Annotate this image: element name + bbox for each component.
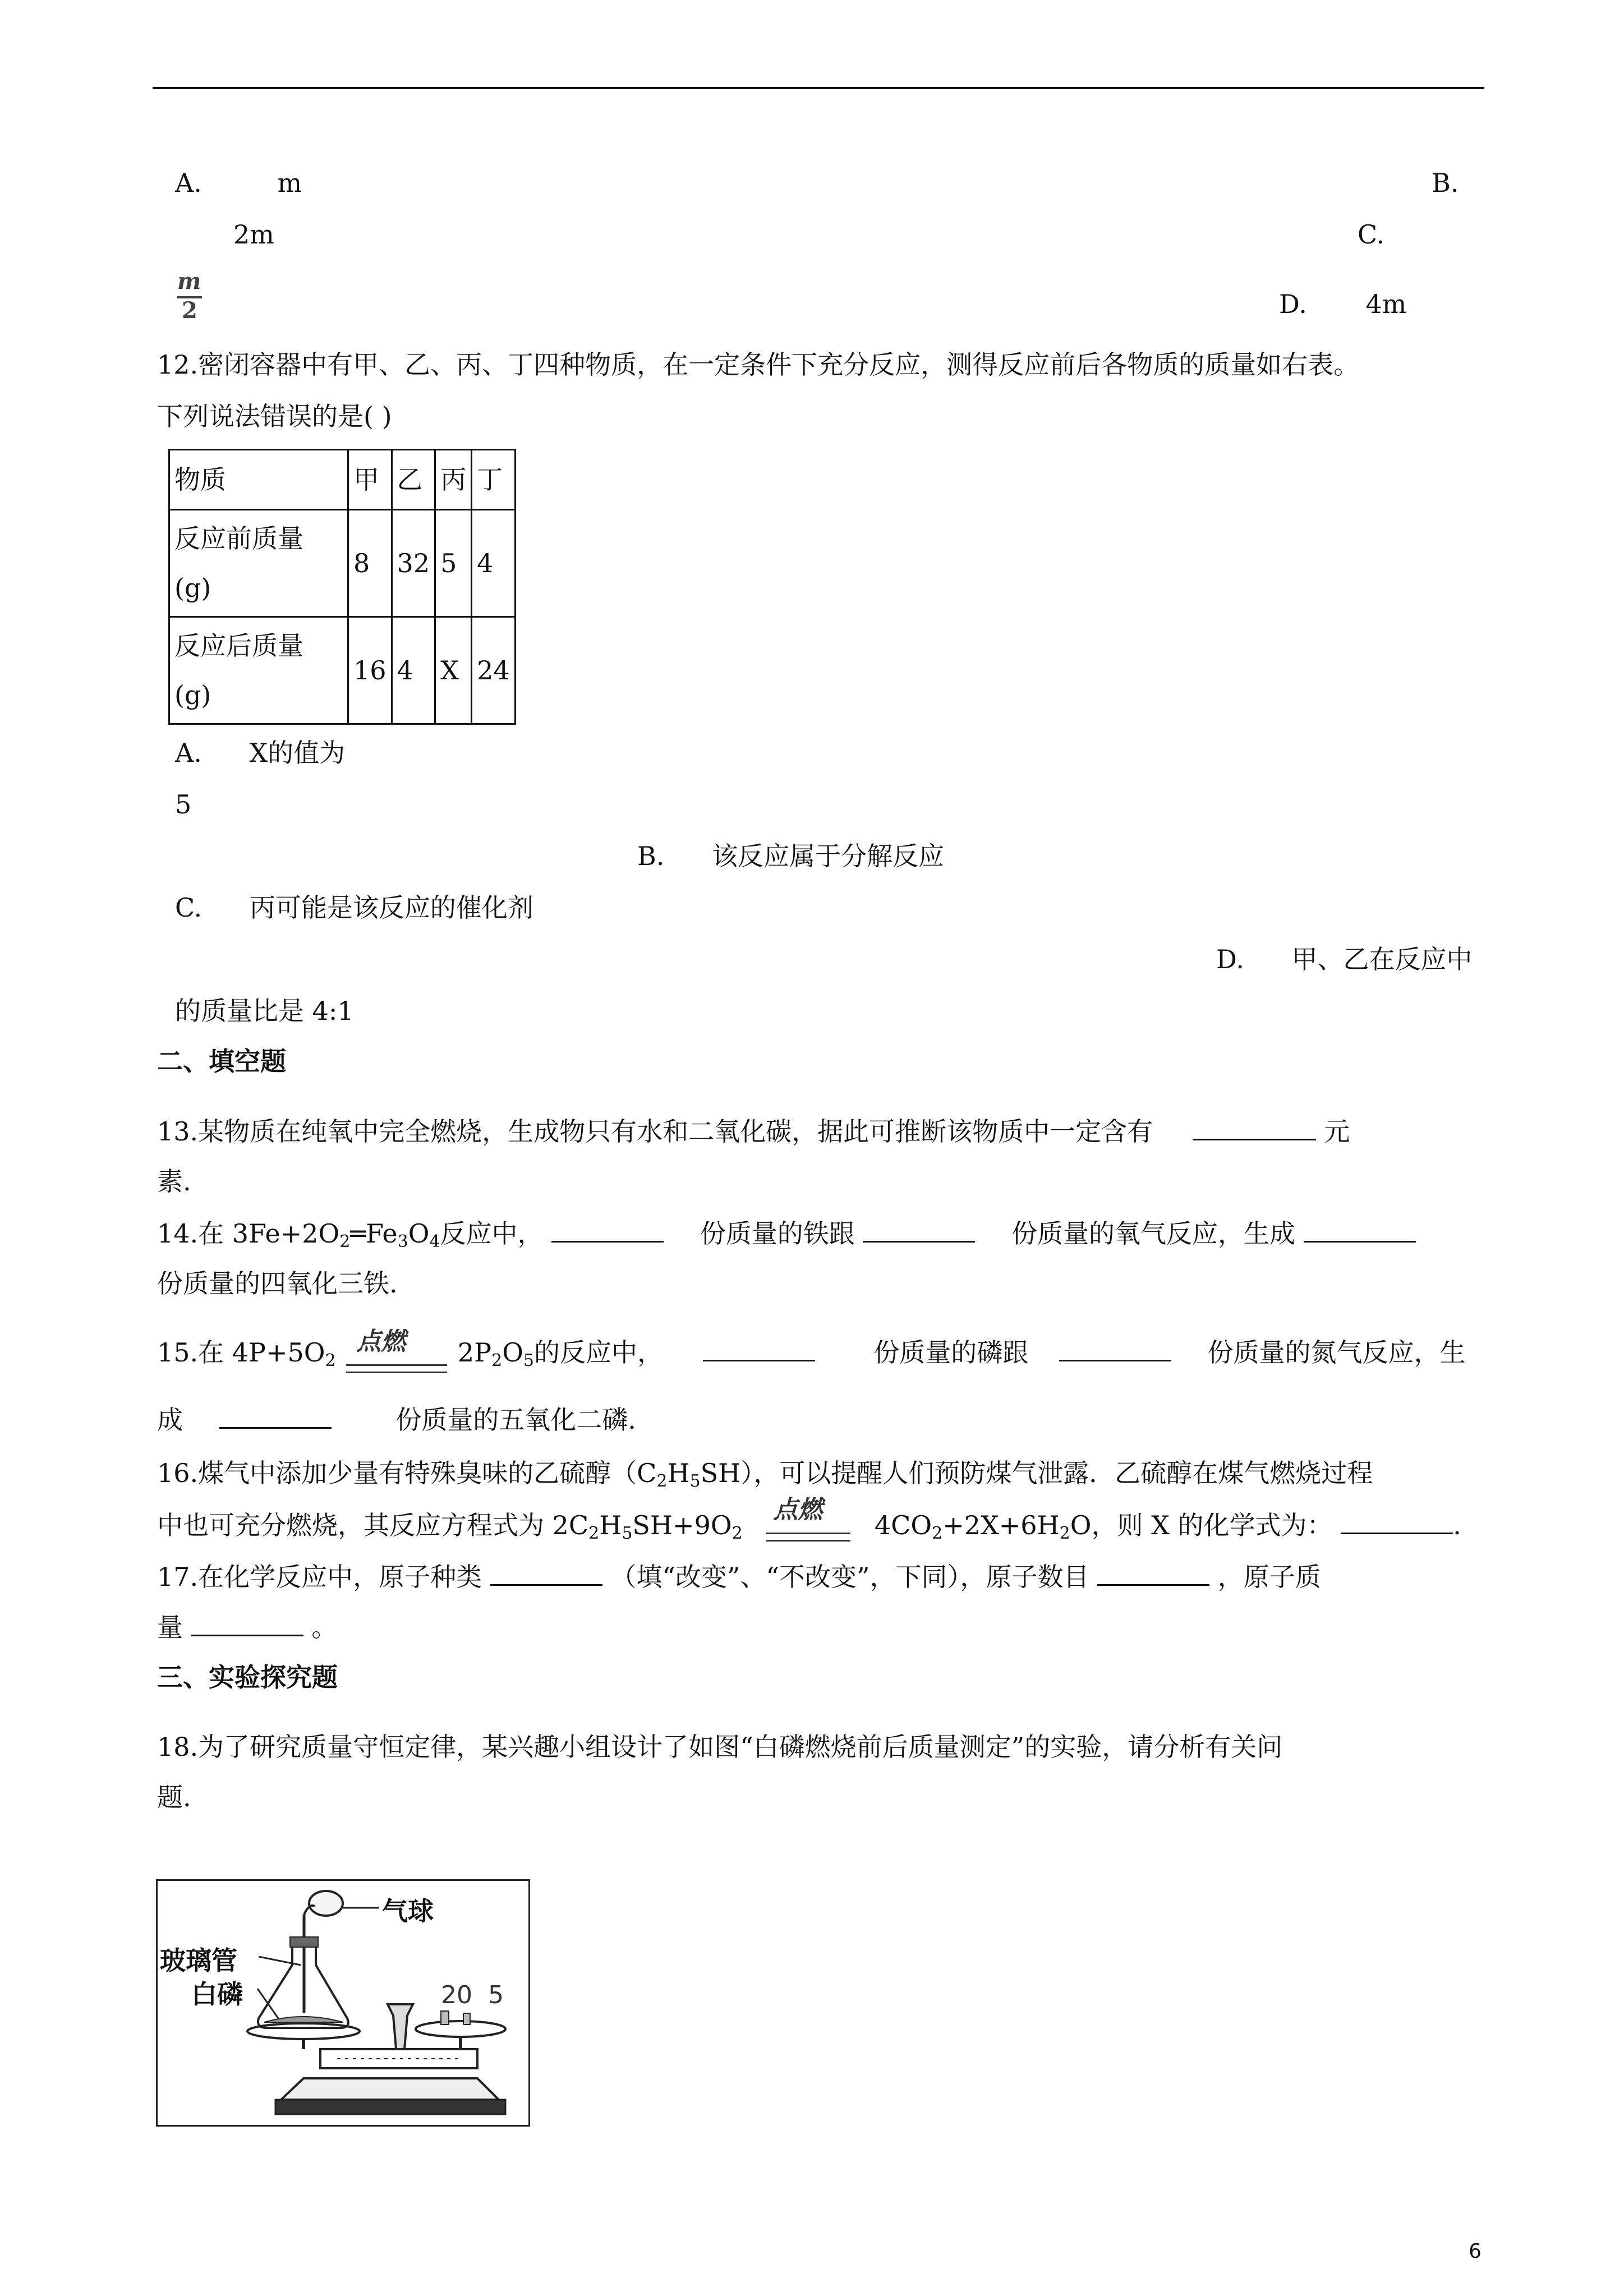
- q13-text-post: 元: [1324, 1116, 1350, 1147]
- q17-line2: [157, 1610, 337, 1644]
- option-text: 丙可能是该反应的催化剂: [249, 892, 533, 923]
- q16-equation-sh: SH+9O: [632, 1510, 732, 1540]
- q16-question: O，则 X 的化学式为：: [1070, 1510, 1333, 1540]
- answer-blank[interactable]: [1097, 1559, 1209, 1586]
- table-cell: 丙: [435, 450, 472, 510]
- q17-text: 17.在化学反应中，原子种类: [157, 1562, 482, 1592]
- q12-option-d[interactable]: [1216, 942, 1473, 976]
- answer-blank[interactable]: [219, 1402, 332, 1429]
- q11-option-a[interactable]: [175, 166, 302, 200]
- q17-text-end: 。: [311, 1612, 338, 1642]
- answer-blank[interactable]: [1341, 1508, 1453, 1534]
- q13-line2: 素.: [157, 1166, 191, 1197]
- fraction-denominator: 2: [182, 297, 197, 324]
- white-phosphorus: [264, 2017, 343, 2022]
- q16-line2: 中也可充分燃烧，其反应方程式为 $2C_2H_5SH+9O_2$ 点燃 $4CO_2+2X+6H_2O$，则 X 的化学式为： .: [157, 1508, 1461, 1547]
- table-header-row: [169, 450, 516, 510]
- row-label-unit: (g): [174, 573, 211, 603]
- q17-line1: [157, 1559, 1321, 1594]
- table-cell: 乙: [392, 450, 435, 510]
- table-cell: 4: [392, 617, 435, 724]
- answer-blank[interactable]: [551, 1216, 664, 1243]
- option-label: D.: [1216, 944, 1244, 974]
- q15-product: 2P: [457, 1337, 492, 1368]
- section2-title: 二、填空题: [157, 1046, 286, 1076]
- table-row: [169, 617, 516, 724]
- option-label: B.: [637, 841, 665, 871]
- table-cell: [169, 510, 348, 617]
- q11-option-b-label[interactable]: B.: [1432, 168, 1459, 198]
- label-balloon: 气球: [382, 1896, 434, 1926]
- q14-equation: 14.在 3Fe+2O: [157, 1218, 340, 1249]
- right-pan: [416, 2021, 505, 2037]
- q17-text-line2: 量: [157, 1612, 183, 1642]
- option-text: 甲、乙在反应中: [1291, 944, 1473, 974]
- q11-option-d[interactable]: [1279, 287, 1406, 321]
- q16-text-post: SH），可以提醒人们预防煤气泄露．乙硫醇在煤气燃烧过程: [700, 1458, 1373, 1488]
- q12-stem-line2: 下列说法错误的是( ): [157, 401, 392, 431]
- q13-line1: [157, 1114, 1350, 1148]
- table-cell: 甲: [348, 450, 392, 510]
- q12-option-a[interactable]: [175, 736, 345, 770]
- label-weights: 20 5: [441, 1981, 504, 2009]
- answer-blank[interactable]: [1193, 1114, 1316, 1140]
- label-glass-tube: 玻璃管: [160, 1945, 237, 1976]
- q15-line2: [157, 1402, 636, 1437]
- table-cell: 32: [392, 510, 435, 617]
- condition-double-line: [766, 1533, 850, 1542]
- q12-option-b[interactable]: [637, 839, 944, 873]
- reaction-condition-arrow: [346, 1327, 447, 1374]
- q12-option-d-cont: 的质量比是 4:1: [175, 996, 354, 1026]
- option-label: A.: [175, 168, 202, 198]
- table-cell: 8: [348, 510, 392, 617]
- q14-text-oxygen: 份质量的氧气反应，生成: [1011, 1218, 1296, 1249]
- table-cell: 丁: [472, 450, 516, 510]
- q17-text-mid: （填“改变”、“不改变”，下同），原子数目: [610, 1562, 1089, 1592]
- condition-label: 点燃: [356, 1327, 406, 1356]
- q15-text-phosphorus: 份质量的磷跟: [873, 1337, 1029, 1368]
- option-label: D.: [1279, 289, 1307, 319]
- weight-5: [463, 2013, 470, 2024]
- balance-pointer-post: [388, 2004, 413, 2049]
- condition-label: 点燃: [773, 1496, 823, 1524]
- mass-table: [168, 449, 516, 725]
- answer-blank[interactable]: [703, 1335, 815, 1361]
- table-cell: [169, 617, 348, 724]
- experiment-figure: [156, 1879, 530, 2127]
- answer-blank[interactable]: [191, 1610, 303, 1636]
- q14-line2: 份质量的四氧化三铁.: [157, 1268, 398, 1299]
- balance-beam: [320, 2049, 477, 2068]
- table-cell: 5: [435, 510, 472, 617]
- page-number: 6: [1469, 2240, 1482, 2263]
- q15-product-o: O: [502, 1337, 523, 1368]
- balance-base: [281, 2078, 499, 2100]
- left-pan: [247, 2023, 360, 2039]
- q16-formula-h: H: [667, 1458, 690, 1488]
- q11-option-b-text: 2m: [233, 219, 274, 250]
- q15-text-line2: 成: [157, 1405, 183, 1435]
- q12-stem-line1: 12.密闭容器中有甲、乙、丙、丁四种物质，在一定条件下充分反应，测得反应前后各物质的质量如右表。: [157, 349, 1360, 380]
- q14-equation-o: O: [408, 1218, 430, 1249]
- q11-option-c-fraction: [175, 268, 209, 330]
- q16-end: .: [1453, 1510, 1461, 1540]
- option-text: 4m: [1365, 289, 1407, 319]
- q14-text-iron: 份质量的铁跟: [700, 1218, 855, 1249]
- table-cell: 4: [472, 510, 516, 617]
- section3-title: 三、实验探究题: [157, 1662, 338, 1692]
- q15-line1: 15.在 $4P+5O_2$ 点燃 $2P_2O_5$的反应中， 份质量的磷跟 份质量的氮气反应，生: [157, 1335, 1466, 1374]
- answer-blank[interactable]: [490, 1559, 602, 1586]
- q15-equation: 15.在 4P+5O: [157, 1337, 325, 1368]
- q18-line2: 题.: [157, 1782, 191, 1812]
- q15-text: 的反应中，: [534, 1337, 663, 1368]
- balance-base-bottom: [275, 2100, 505, 2114]
- condition-double-line: [346, 1364, 447, 1373]
- reaction-condition-arrow: [766, 1496, 850, 1547]
- answer-blank[interactable]: [1059, 1335, 1171, 1361]
- q15-text-product: 份质量的五氧化二磷.: [395, 1405, 636, 1435]
- row-label-line: 反应后质量: [174, 631, 303, 661]
- balloon: [309, 1891, 343, 1916]
- q16-line1: 16.煤气中添加少量有特殊臭味的乙硫醇$(C_2H_5SH)$，可以提醒人们预防煤气泄露．乙硫醇在煤气燃烧过程: [157, 1458, 1373, 1491]
- answer-blank[interactable]: [863, 1216, 975, 1243]
- q17-text-post: ，原子质: [1217, 1562, 1321, 1592]
- table-row: [169, 510, 516, 617]
- table-cell: X: [435, 617, 472, 724]
- row-label-unit: (g): [174, 680, 211, 710]
- option-text: 该反应属于分解反应: [712, 841, 945, 871]
- q14-line1: 14.在 $3Fe+2O_2═Fe_3O_4$反应中， 份质量的铁跟 份质量的氧气反应，生成: [157, 1216, 1416, 1250]
- row-label-line: 反应前质量: [174, 523, 303, 554]
- header-rule: [153, 87, 1484, 89]
- q16-text: 16.煤气中添加少量有特殊臭味的乙硫醇（C: [157, 1458, 657, 1488]
- option-label: A.: [175, 738, 202, 768]
- q12-option-a-cont: 5: [175, 789, 192, 820]
- q11-option-c-label[interactable]: C.: [1358, 219, 1385, 250]
- table-cell: 24: [472, 617, 516, 724]
- q15-text-nitrogen: 份质量的氮气反应，生: [1207, 1337, 1466, 1368]
- q16-products: 4CO: [874, 1510, 932, 1540]
- q16-products-rest: +2X+6H: [942, 1510, 1060, 1540]
- q14-equation-mid: ═Fe: [350, 1218, 398, 1249]
- option-text: m: [277, 168, 302, 198]
- option-text: X的值为: [249, 738, 346, 768]
- answer-blank[interactable]: [1304, 1216, 1416, 1243]
- table-cell: 物质: [169, 450, 348, 510]
- label-white-phosphorus: 白磷: [191, 1979, 243, 2009]
- q13-text: 13.某物质在纯氧中完全燃烧，生成物只有水和二氧化碳，据此可推断该物质中一定含有: [157, 1116, 1153, 1147]
- q14-text: 反应中，: [440, 1218, 544, 1249]
- weight-20: [441, 2011, 449, 2024]
- q16-equation-h: H: [599, 1510, 622, 1540]
- table-cell: 16: [348, 617, 392, 724]
- q12-option-c[interactable]: [175, 891, 533, 924]
- q18-line1: 18.为了研究质量守恒定律，某兴趣小组设计了如图“白磷燃烧前后质量测定”的实验，请分析有关问: [157, 1732, 1283, 1762]
- q16-equation: 中也可充分燃烧，其反应方程式为 2C: [157, 1510, 589, 1540]
- fraction-numerator: m: [177, 268, 201, 295]
- option-label: C.: [175, 892, 203, 923]
